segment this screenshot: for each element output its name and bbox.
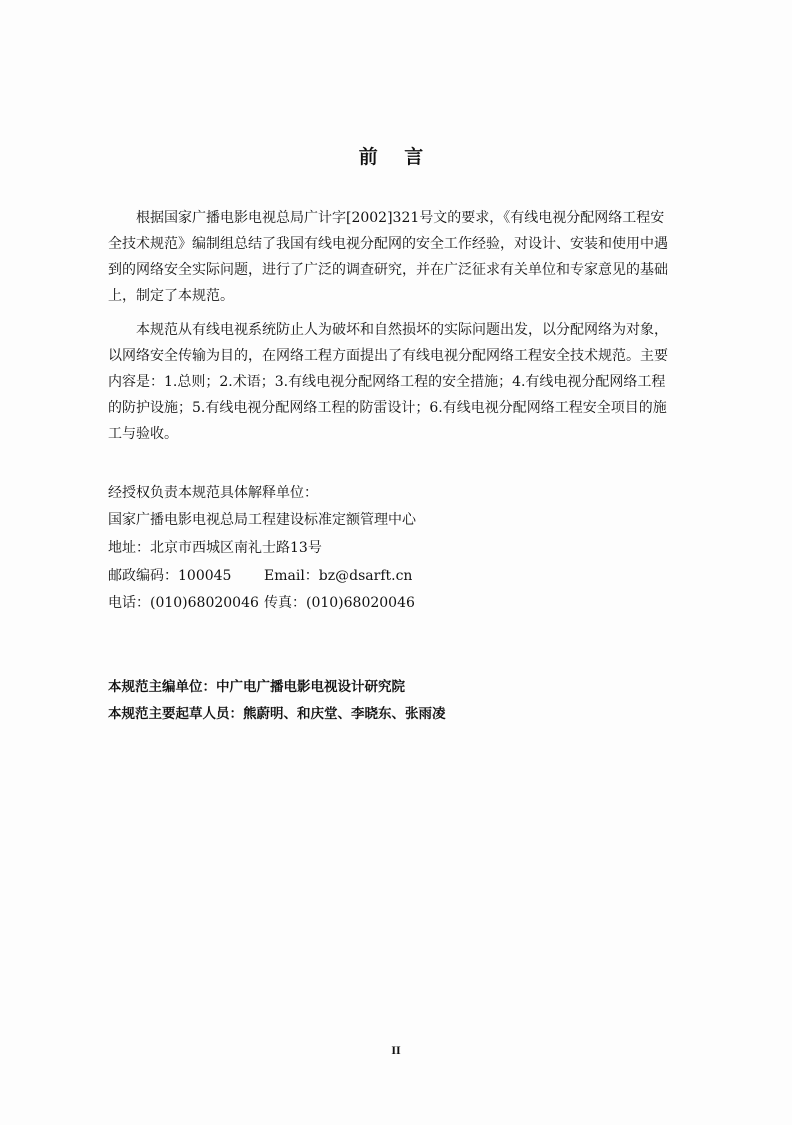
contact-address: 地址：北京市西城区南礼士路13号	[108, 540, 322, 556]
paragraph-1-text: 根据国家广播电影电视总局广计字[2002]321号文的要求，《有线电视分配网络工程安全技术规范》编制组总结了我国有线电视分配网的安全工作经验，对设计、安装和使用中遇到的网络安全实际问题，进行了广泛的调查研究，并在广泛征求有关单位和专家意见的基础上，制定了本规范。	[108, 210, 668, 304]
paragraph-2-text: 本规范从有线电视系统防止人为破坏和自然损坏的实际问题出发，以分配网络为对象，以网络安全传输为目的，在网络工程方面提出了有线电视分配网络工程安全技术规范。主要内容是：1.总则；2.术语；3.有线电视分配网络工程的安全措施；4.有线电视分配网络工程的防护设施；5.有线电视分配网络工程的防雷设计；6.有线电视分配网络工程安全项目的施工与验收。	[108, 322, 668, 442]
chief-editor-unit: 本规范主编单位：中广电广播电影电视设计研究院	[108, 679, 405, 695]
main-drafters: 本规范主要起草人员：熊蔚明、和庆堂、李晓东、张雨凌	[108, 706, 446, 722]
contact-postcode: 邮政编码：100045	[108, 568, 232, 584]
contact-email: Email：bz@dsarft.cn	[264, 568, 413, 584]
contact-organization: 国家广播电影电视总局工程建设标准定额管理中心	[108, 512, 416, 528]
paragraph-1	[108, 205, 676, 309]
contact-phone: 电话：(010)68020046	[108, 595, 259, 611]
page-title: 前 言	[358, 146, 434, 168]
contact-fax: 传真：(010)68020046	[264, 595, 415, 611]
contact-intro: 经授权负责本规范具体解释单位：	[108, 485, 318, 501]
paragraph-2	[108, 317, 676, 447]
page-number: II	[391, 1043, 401, 1057]
